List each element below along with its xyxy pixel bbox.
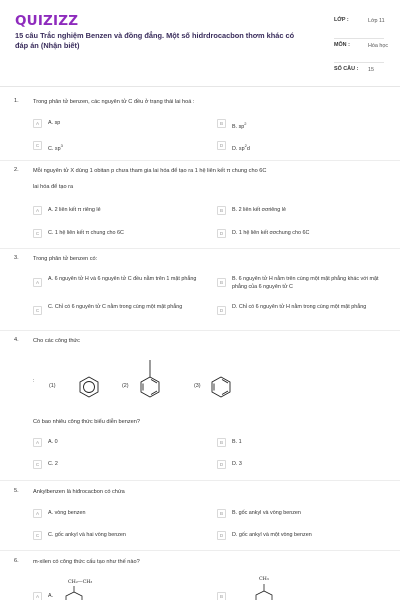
option-d[interactable] — [217, 303, 387, 315]
option-text: B. 2 liên kết σσriêng lẻ — [232, 207, 286, 213]
worksheet-header — [0, 0, 400, 86]
grade-label: LỚP : — [334, 17, 349, 23]
option-text-wrapper — [232, 119, 247, 131]
option-text: A. sp — [48, 120, 61, 126]
question-divider — [0, 330, 400, 331]
question-number: 6. — [14, 558, 19, 564]
option-text: D. sp — [232, 145, 245, 152]
option-text: A. — [48, 593, 54, 599]
option-b[interactable] — [217, 438, 242, 447]
question-number: 1. — [14, 98, 19, 104]
question-text: m-xilen có công thức cấu tạo như thế nào? — [33, 559, 140, 565]
formula-ethyl: CH₂—CH₃ — [68, 580, 93, 585]
option-a[interactable] — [33, 275, 211, 287]
option-d[interactable] — [217, 460, 242, 469]
option-text: A. 2 liên kết π riêng lẻ — [48, 207, 101, 213]
option-letter: C — [33, 141, 42, 150]
option-c[interactable] — [33, 141, 63, 153]
benzene-circle-icon — [77, 375, 101, 399]
option-text: C. gốc ankyl và hai vòng benzen — [48, 532, 126, 538]
option-letter: C — [33, 460, 42, 469]
option-b[interactable] — [217, 275, 387, 291]
option-text: C. Chỉ có 6 nguyên tử C nằm trong cùng một mặt phẳng — [48, 304, 183, 310]
option-superscript: 2 — [244, 143, 247, 148]
option-b[interactable] — [217, 206, 286, 215]
meta-divider — [334, 38, 384, 39]
option-c[interactable] — [33, 531, 126, 540]
count-value: 15 — [368, 67, 374, 73]
option-text: D. 3 — [232, 461, 242, 467]
question-divider — [0, 248, 400, 249]
option-letter: D — [217, 141, 226, 150]
methylbenzene-structure-icon — [252, 584, 276, 600]
question-number: 5. — [14, 488, 19, 494]
question-divider — [0, 160, 400, 161]
question-text: Trong phân tử benzen, các nguyên tử C đều ở trạng thái lai hoá : — [33, 99, 195, 105]
option-letter: A — [33, 438, 42, 447]
option-text: A. 0 — [48, 439, 58, 445]
option-a[interactable] — [33, 438, 58, 447]
option-text: A. 6 nguyên tử H và 6 nguyên tử C đều nằm trên 1 mặt phẳng — [48, 276, 197, 282]
option-text: A. vòng benzen — [48, 510, 86, 516]
option-d[interactable] — [217, 531, 312, 540]
question-text: Mỗi nguyên tử X dùng 1 obitan p chưa tham gia lai hóa để tạo ra 1 hệ liên kết π chung cho 6C — [33, 168, 267, 174]
option-a[interactable] — [33, 509, 85, 518]
option-text: D. Chỉ có 6 nguyên tử H nằm trong cùng một mặt phẳng — [232, 304, 367, 310]
option-letter: A — [33, 206, 42, 215]
option-letter: B — [217, 278, 226, 287]
question-divider — [0, 550, 400, 551]
option-c[interactable] — [33, 303, 211, 315]
option-text: D. gốc ankyl và một vòng benzen — [232, 532, 312, 538]
option-letter: A — [33, 509, 42, 518]
option-letter: D — [217, 306, 226, 315]
option-text: B. 6 nguyên tử H nằm trên cùng một mặt phẳng khác với mặt phẳng của 6 nguyên tử C — [232, 276, 379, 290]
option-letter: B — [217, 509, 226, 518]
option-letter: A — [33, 278, 42, 287]
option-letter: B — [217, 438, 226, 447]
question-subtext: Có bao nhiêu công thức biểu diễn benzen? — [33, 419, 140, 425]
option-text: B. gốc ankyl và vòng benzen — [232, 510, 301, 516]
question-number: 2. — [14, 167, 19, 173]
option-text: B. sp — [232, 123, 245, 130]
option-text-wrapper — [48, 141, 63, 153]
option-letter: B — [217, 206, 226, 215]
option-c[interactable] — [33, 229, 124, 238]
question-text: Cho các công thức — [33, 338, 80, 344]
option-superscript: 2 — [244, 121, 247, 126]
option-text: C. 2 — [48, 461, 58, 467]
option-a[interactable] — [33, 206, 101, 215]
worksheet-title: 15 câu Trắc nghiệm Benzen và đồng đẳng. Một số hidrdrocacbon thơm khác có đáp án (Nhận biết) — [15, 31, 295, 50]
kekule-benzene-icon — [137, 358, 163, 400]
option-text: B. 1 — [232, 439, 242, 445]
option-text: C. sp — [48, 145, 61, 152]
question-divider — [0, 480, 400, 481]
option-d[interactable] — [217, 141, 250, 153]
option-text-wrapper — [232, 141, 250, 153]
option-text: D. 1 hệ liên kết σσchung cho 6C — [232, 230, 310, 236]
option-letter: B — [217, 119, 226, 128]
formula-methyl: CH₃ — [259, 577, 269, 582]
header-divider — [0, 86, 400, 87]
formula-figure — [33, 358, 233, 408]
option-letter: C — [33, 229, 42, 238]
option-letter: C — [33, 306, 42, 315]
option-c[interactable] — [33, 460, 58, 469]
question-text: Trong phân tử benzen có: — [33, 256, 98, 262]
option-b[interactable] — [217, 509, 301, 518]
option-letter: D — [217, 229, 226, 238]
meta-divider — [334, 62, 384, 63]
count-label: SỐ CÂU : — [334, 66, 359, 72]
option-letter: D — [217, 460, 226, 469]
option-a[interactable] — [33, 119, 60, 128]
option-letter: C — [33, 531, 42, 540]
option-d[interactable] — [217, 229, 309, 238]
option-b[interactable] — [217, 119, 247, 131]
formula-label-1: (1) — [49, 383, 56, 389]
hexagon-icon — [209, 375, 233, 399]
formula-label-3: (3) — [194, 383, 201, 389]
subject-value: Hóa học — [368, 43, 389, 49]
option-suffix: d — [246, 145, 250, 152]
question-text-line2: lai hóa để tạo ra — [33, 184, 74, 190]
question-text: Ankylbenzen là hiđrocacbon có chứa — [33, 489, 125, 495]
colon-mark: : — [33, 378, 35, 384]
option-superscript: 3 — [60, 143, 63, 148]
option-text: C. 1 hệ liên kết π chung cho 6C — [48, 230, 124, 236]
question-number: 4. — [14, 337, 19, 343]
grade-value: Lớp 11 — [368, 18, 385, 24]
option-letter: A — [33, 592, 42, 600]
quizizz-logo[interactable]: QUIZIZZ — [15, 13, 79, 29]
formula-label-2: (2) — [122, 383, 129, 389]
option-a[interactable] — [33, 592, 53, 600]
ethylbenzene-structure-icon — [60, 586, 90, 600]
option-b[interactable] — [217, 592, 232, 600]
option-letter: A — [33, 119, 42, 128]
option-letter: D — [217, 531, 226, 540]
option-letter: B — [217, 592, 226, 600]
subject-label: MÔN : — [334, 42, 350, 48]
question-number: 3. — [14, 255, 19, 261]
